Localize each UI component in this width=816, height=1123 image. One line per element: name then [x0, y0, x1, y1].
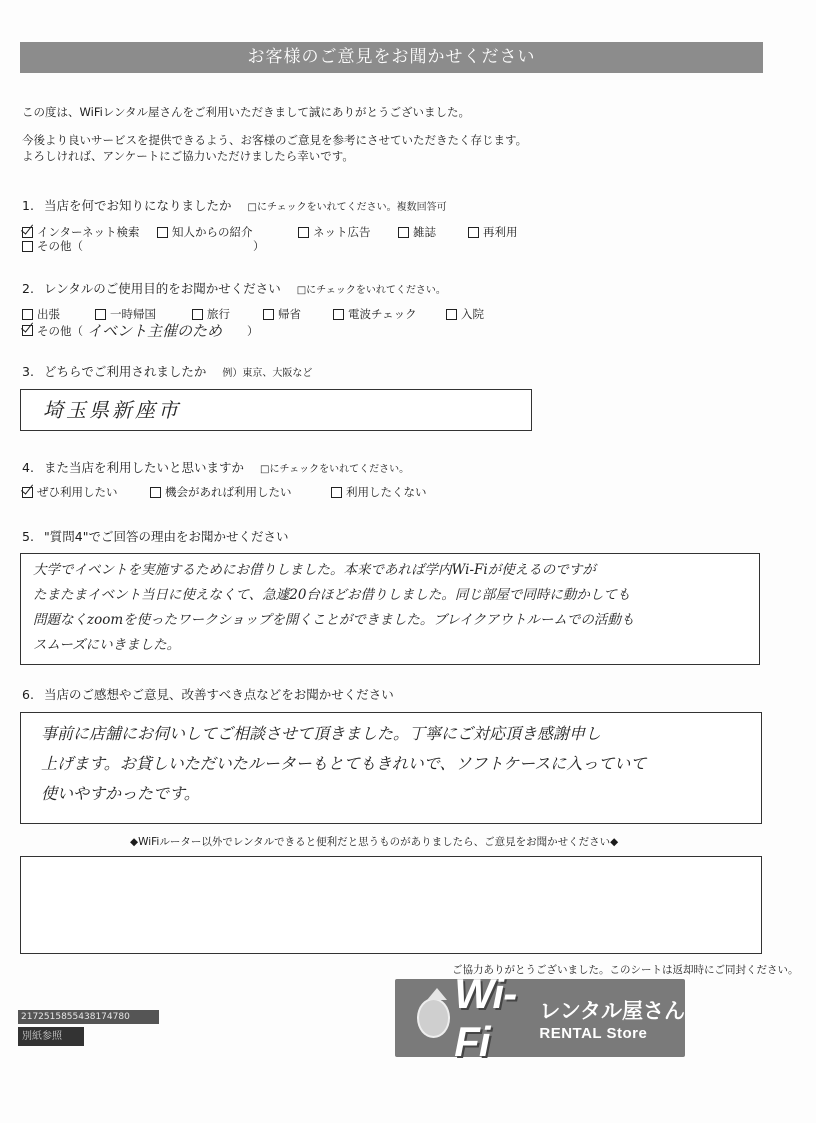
- q5-answer-box[interactable]: [20, 553, 760, 665]
- checkbox[interactable]: [192, 309, 203, 320]
- q1-option-magazine[interactable]: [398, 224, 436, 240]
- question-6: [22, 685, 394, 703]
- option-label: 再利用: [483, 225, 518, 239]
- q2-option-hospital[interactable]: [446, 306, 484, 322]
- checkbox[interactable]: [95, 309, 106, 320]
- barcode-number: 2172515855438174780: [18, 1010, 159, 1024]
- checkbox[interactable]: [298, 227, 309, 238]
- q4-option-no[interactable]: [331, 484, 427, 500]
- option-label: 一時帰国: [110, 307, 156, 321]
- q3-answer-box[interactable]: [20, 389, 532, 431]
- option-label: その他（: [37, 239, 83, 253]
- answer-line: 上げます。お貸しいただいたルーターもとてもきれいで、ソフトケースに入っていて: [41, 754, 647, 773]
- option-label: 利用したくない: [346, 485, 427, 499]
- question-2: [22, 279, 446, 297]
- attached-sheet-stamp: 別紙参照: [18, 1027, 84, 1046]
- logo-en-text: RENTAL Store: [539, 1024, 648, 1042]
- question-3-hint: 例）東京、大阪など: [222, 368, 313, 379]
- question-4-hint: □にチェックをいれてください。: [260, 464, 410, 475]
- option-label: 入院: [461, 307, 484, 321]
- checkbox[interactable]: [22, 241, 33, 252]
- question-4: [22, 458, 409, 476]
- mascot-crown-icon: [417, 998, 450, 1038]
- logo-text-group: [539, 995, 685, 1042]
- q4-option-if-opportunity[interactable]: [150, 484, 292, 500]
- question-5-text: "質問4"でご回答の理由をお聞かせください: [44, 529, 289, 544]
- answer-line: 問題なくzoomを使ったワークショップを開くことができました。ブレイクアウトルームでの活動も: [33, 612, 635, 628]
- option-label: 帰省: [278, 307, 301, 321]
- question-6-number: 6.: [22, 687, 34, 702]
- question-3: [22, 362, 312, 380]
- option-label: その他（: [37, 323, 83, 338]
- question-4-number: 4.: [22, 460, 34, 475]
- q7-answer-box[interactable]: [20, 856, 762, 954]
- question-2-text: レンタルのご使用目的をお聞かせください: [44, 281, 281, 296]
- question-1-hint: □にチェックをいれてください。複数回答可: [247, 202, 447, 213]
- thanks-note: ご協力ありがとうございました。このシートは返却時にご同封ください。: [452, 964, 799, 976]
- option-label: 出張: [37, 307, 60, 321]
- question-3-text: どちらでご利用されましたか: [44, 364, 207, 379]
- logo-jp-text: レンタル屋さん: [539, 998, 685, 1023]
- checkbox[interactable]: [468, 227, 479, 238]
- question-5: [22, 527, 288, 545]
- answer-line: たまたまイベント当日に使えなくて、急遽20台ほどお借りしました。同じ部屋で同時に動かしても: [33, 587, 631, 603]
- option-label: 旅行: [207, 307, 230, 321]
- checkbox[interactable]: [446, 309, 457, 320]
- q4-option-definitely[interactable]: [22, 484, 118, 500]
- q6-answer-box[interactable]: [20, 712, 762, 824]
- paren-close: ）: [253, 239, 265, 253]
- checkbox-checked[interactable]: [22, 325, 33, 336]
- checkbox[interactable]: [22, 309, 33, 320]
- question-2-number: 2.: [22, 281, 34, 296]
- option-label: ぜひ利用したい: [37, 485, 118, 499]
- q2-option-signal-check[interactable]: [333, 306, 417, 322]
- paren-close: ）: [247, 323, 259, 338]
- question-6-text: 当店のご感想やご意見、改善すべき点などをお聞かせください: [44, 687, 394, 702]
- form-title: お客様のご意見をお聞かせください: [20, 42, 763, 73]
- question-7-text: ◆WiFiルーター以外でレンタルできると便利だと思うものがありましたら、ご意見をお聞かせください◆: [130, 836, 619, 848]
- checkbox[interactable]: [398, 227, 409, 238]
- question-2-hint: □にチェックをいれてください。: [296, 285, 446, 296]
- question-1-text: 当店を何でお知りになりましたか: [44, 198, 232, 213]
- answer-line: スムーズにいきました。: [33, 637, 181, 653]
- checkbox[interactable]: [150, 487, 161, 498]
- intro-line-3: よろしければ、アンケートにご協力いただけましたら幸いです。: [22, 149, 354, 163]
- brand-logo: [395, 970, 685, 1065]
- answer-line: 使いやすかったです。: [41, 784, 200, 803]
- option-label: 知人からの紹介: [172, 225, 253, 239]
- question-5-number: 5.: [22, 529, 34, 544]
- question-1: [22, 196, 447, 214]
- question-3-number: 3.: [22, 364, 34, 379]
- checkbox-checked[interactable]: [22, 487, 33, 498]
- option-label: 電波チェック: [348, 307, 417, 321]
- logo-wifi-text: Wi-Fi: [454, 970, 517, 1065]
- option-label: ネット広告: [313, 225, 371, 239]
- answer-line: 事前に店舗にお伺いしてご相談させて頂きました。丁寧にご対応頂き感謝申し: [41, 724, 602, 743]
- intro-line-1: この度は、WiFiレンタル屋さんをご利用いただきまして誠にありがとうございました。: [22, 105, 471, 119]
- option-label: インターネット検索: [37, 225, 140, 239]
- q1-option-other[interactable]: [22, 238, 265, 254]
- option-label: 雑誌: [413, 225, 436, 239]
- checkbox[interactable]: [263, 309, 274, 320]
- q1-option-web-ad[interactable]: [298, 224, 371, 240]
- q5-handwritten-answer: [21, 554, 759, 662]
- q2-other-handwritten-answer[interactable]: イベント主催のため: [87, 322, 223, 340]
- q2-option-homecoming[interactable]: [263, 306, 301, 322]
- q1-option-reuse[interactable]: [468, 224, 518, 240]
- checkbox[interactable]: [331, 487, 342, 498]
- checkbox-checked[interactable]: [22, 227, 33, 238]
- answer-line: 大学でイベントを実施するためにお借りしました。本来であれば学内Wi-Fiが使えるのですが: [33, 562, 596, 578]
- option-label: 機会があれば利用したい: [165, 485, 292, 499]
- checkbox[interactable]: [333, 309, 344, 320]
- intro-line-2: 今後より良いサービスを提供できるよう、お客様のご意見を参考にさせていただきたく存じます。: [22, 133, 528, 147]
- q2-option-other[interactable]: [22, 320, 259, 341]
- question-1-number: 1.: [22, 198, 34, 213]
- q3-handwritten-answer: 埼玉県新座市: [43, 398, 181, 422]
- checkbox[interactable]: [157, 227, 168, 238]
- question-4-text: また当店を利用したいと思いますか: [44, 460, 245, 475]
- q6-handwritten-answer: [21, 713, 761, 815]
